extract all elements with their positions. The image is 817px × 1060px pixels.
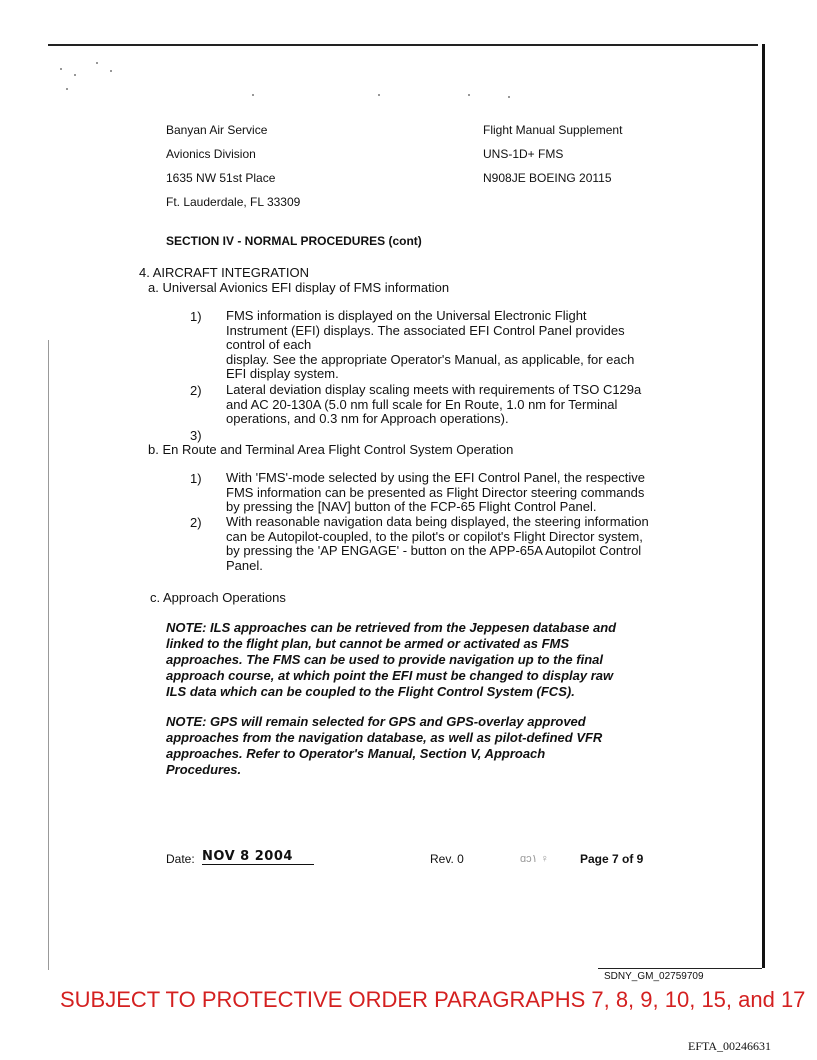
date-label: Date: — [166, 852, 195, 866]
top-border — [48, 44, 758, 46]
page-number: Page 7 of 9 — [580, 852, 644, 866]
item-a1-number: 1) — [190, 309, 202, 324]
scan-speck — [74, 74, 76, 76]
division: Avionics Division — [166, 147, 256, 161]
subheading-a: a. Universal Avionics EFI display of FMS information — [148, 280, 450, 295]
item-line: EFI display system. — [226, 366, 339, 382]
item-line: FMS information can be presented as Flight Director steering commands — [226, 484, 645, 500]
scan-speck — [468, 94, 470, 96]
item-line: Panel. — [226, 557, 263, 573]
scan-speck — [60, 68, 62, 70]
right-border — [762, 44, 765, 968]
note-line: linked to the flight plan, but cannot be armed or activated as FMS — [166, 636, 570, 651]
note-line: approaches. Refer to Operator's Manual, Section V, Approach — [166, 746, 546, 761]
item-a3-number: 3) — [190, 428, 202, 443]
note-line: ILS data which can be coupled to the Flight Control System (FCS). — [166, 684, 575, 699]
item-b2-number: 2) — [190, 515, 202, 530]
system-name: UNS-1D+ FMS — [483, 147, 564, 161]
street-address: 1635 NW 51st Place — [166, 171, 276, 185]
scan-speck — [66, 88, 68, 90]
item-b1-number: 1) — [190, 471, 202, 486]
scan-speck — [110, 70, 112, 72]
faded-stamp: ɑɔ١ ♀ — [520, 853, 549, 865]
note-line: NOTE: GPS will remain selected for GPS and GPS-overlay approved — [166, 714, 586, 729]
item-line: control of each — [226, 337, 312, 353]
note-ils — [166, 620, 636, 700]
header-left — [166, 118, 300, 214]
doc-title: Flight Manual Supplement — [483, 123, 623, 137]
item-a2-number: 2) — [190, 383, 202, 398]
note-line: Procedures. — [166, 762, 242, 777]
company-name: Banyan Air Service — [166, 123, 268, 137]
scan-speck — [378, 94, 380, 96]
item-line: display. See the appropriate Operator's Manual, as applicable, for each — [226, 351, 635, 367]
aircraft-id: N908JE BOEING 20115 — [483, 171, 612, 185]
header-right — [483, 118, 622, 190]
subheading-b: b. En Route and Terminal Area Flight Control System Operation — [148, 442, 514, 457]
revision: Rev. 0 — [430, 852, 464, 866]
item-b1-text — [226, 471, 691, 515]
city-address: Ft. Lauderdale, FL 33309 — [166, 195, 301, 209]
note-line: NOTE: ILS approaches can be retrieved from the Jeppesen database and — [166, 620, 617, 635]
left-border — [48, 340, 49, 970]
item-line: operations, and 0.3 nm for Approach operations). — [226, 411, 509, 427]
item-b2-text — [226, 515, 691, 573]
note-gps — [166, 714, 636, 778]
date-value: NOV 8 2004 — [202, 849, 314, 865]
note-line: approaches. The FMS can be used to provide navigation up to the final — [166, 652, 603, 667]
item-line: and AC 20-130A (5.0 nm full scale for En Route, 1.0 nm for Terminal — [226, 396, 618, 412]
subheading-c: c. Approach Operations — [150, 590, 286, 605]
protective-order-banner: SUBJECT TO PROTECTIVE ORDER PARAGRAPHS 7, 8, 9, 10, 15, and 17 — [60, 987, 806, 1012]
item-line: by pressing the [NAV] button of the FCP-65 Flight Control Panel. — [226, 499, 597, 515]
item-line: by pressing the 'AP ENGAGE' - button on the APP-65A Autopilot Control — [226, 543, 642, 559]
item-line: FMS information is displayed on the Universal Electronic Flight — [226, 308, 587, 323]
item-line: Instrument (EFI) displays. The associated EFI Control Panel provides — [226, 322, 625, 338]
item-line: Lateral deviation display scaling meets with requirements of TSO C129a — [226, 382, 642, 397]
item-a2-text — [226, 383, 691, 427]
scan-speck — [508, 96, 510, 98]
item-line: can be Autopilot-coupled, to the pilot's or copilot's Flight Director system, — [226, 528, 643, 544]
bates-number: SDNY_GM_02759709 — [604, 971, 704, 982]
scan-speck — [252, 94, 254, 96]
item-line: With 'FMS'-mode selected by using the EFI Control Panel, the respective — [226, 470, 645, 485]
bottom-rule — [598, 968, 762, 969]
item-a1-text — [226, 309, 691, 382]
efta-number: EFTA_00246631 — [688, 1039, 772, 1053]
item-line: With reasonable navigation data being displayed, the steering information — [226, 514, 649, 529]
section-title: SECTION IV - NORMAL PROCEDURES (cont) — [166, 234, 422, 248]
heading-aircraft-integration: 4. AIRCRAFT INTEGRATION — [139, 265, 309, 280]
note-line: approaches from the navigation database, as well as pilot-defined VFR — [166, 730, 603, 745]
note-line: approach course, at which point the EFI must be changed to display raw — [166, 668, 614, 683]
scan-speck — [96, 62, 98, 64]
